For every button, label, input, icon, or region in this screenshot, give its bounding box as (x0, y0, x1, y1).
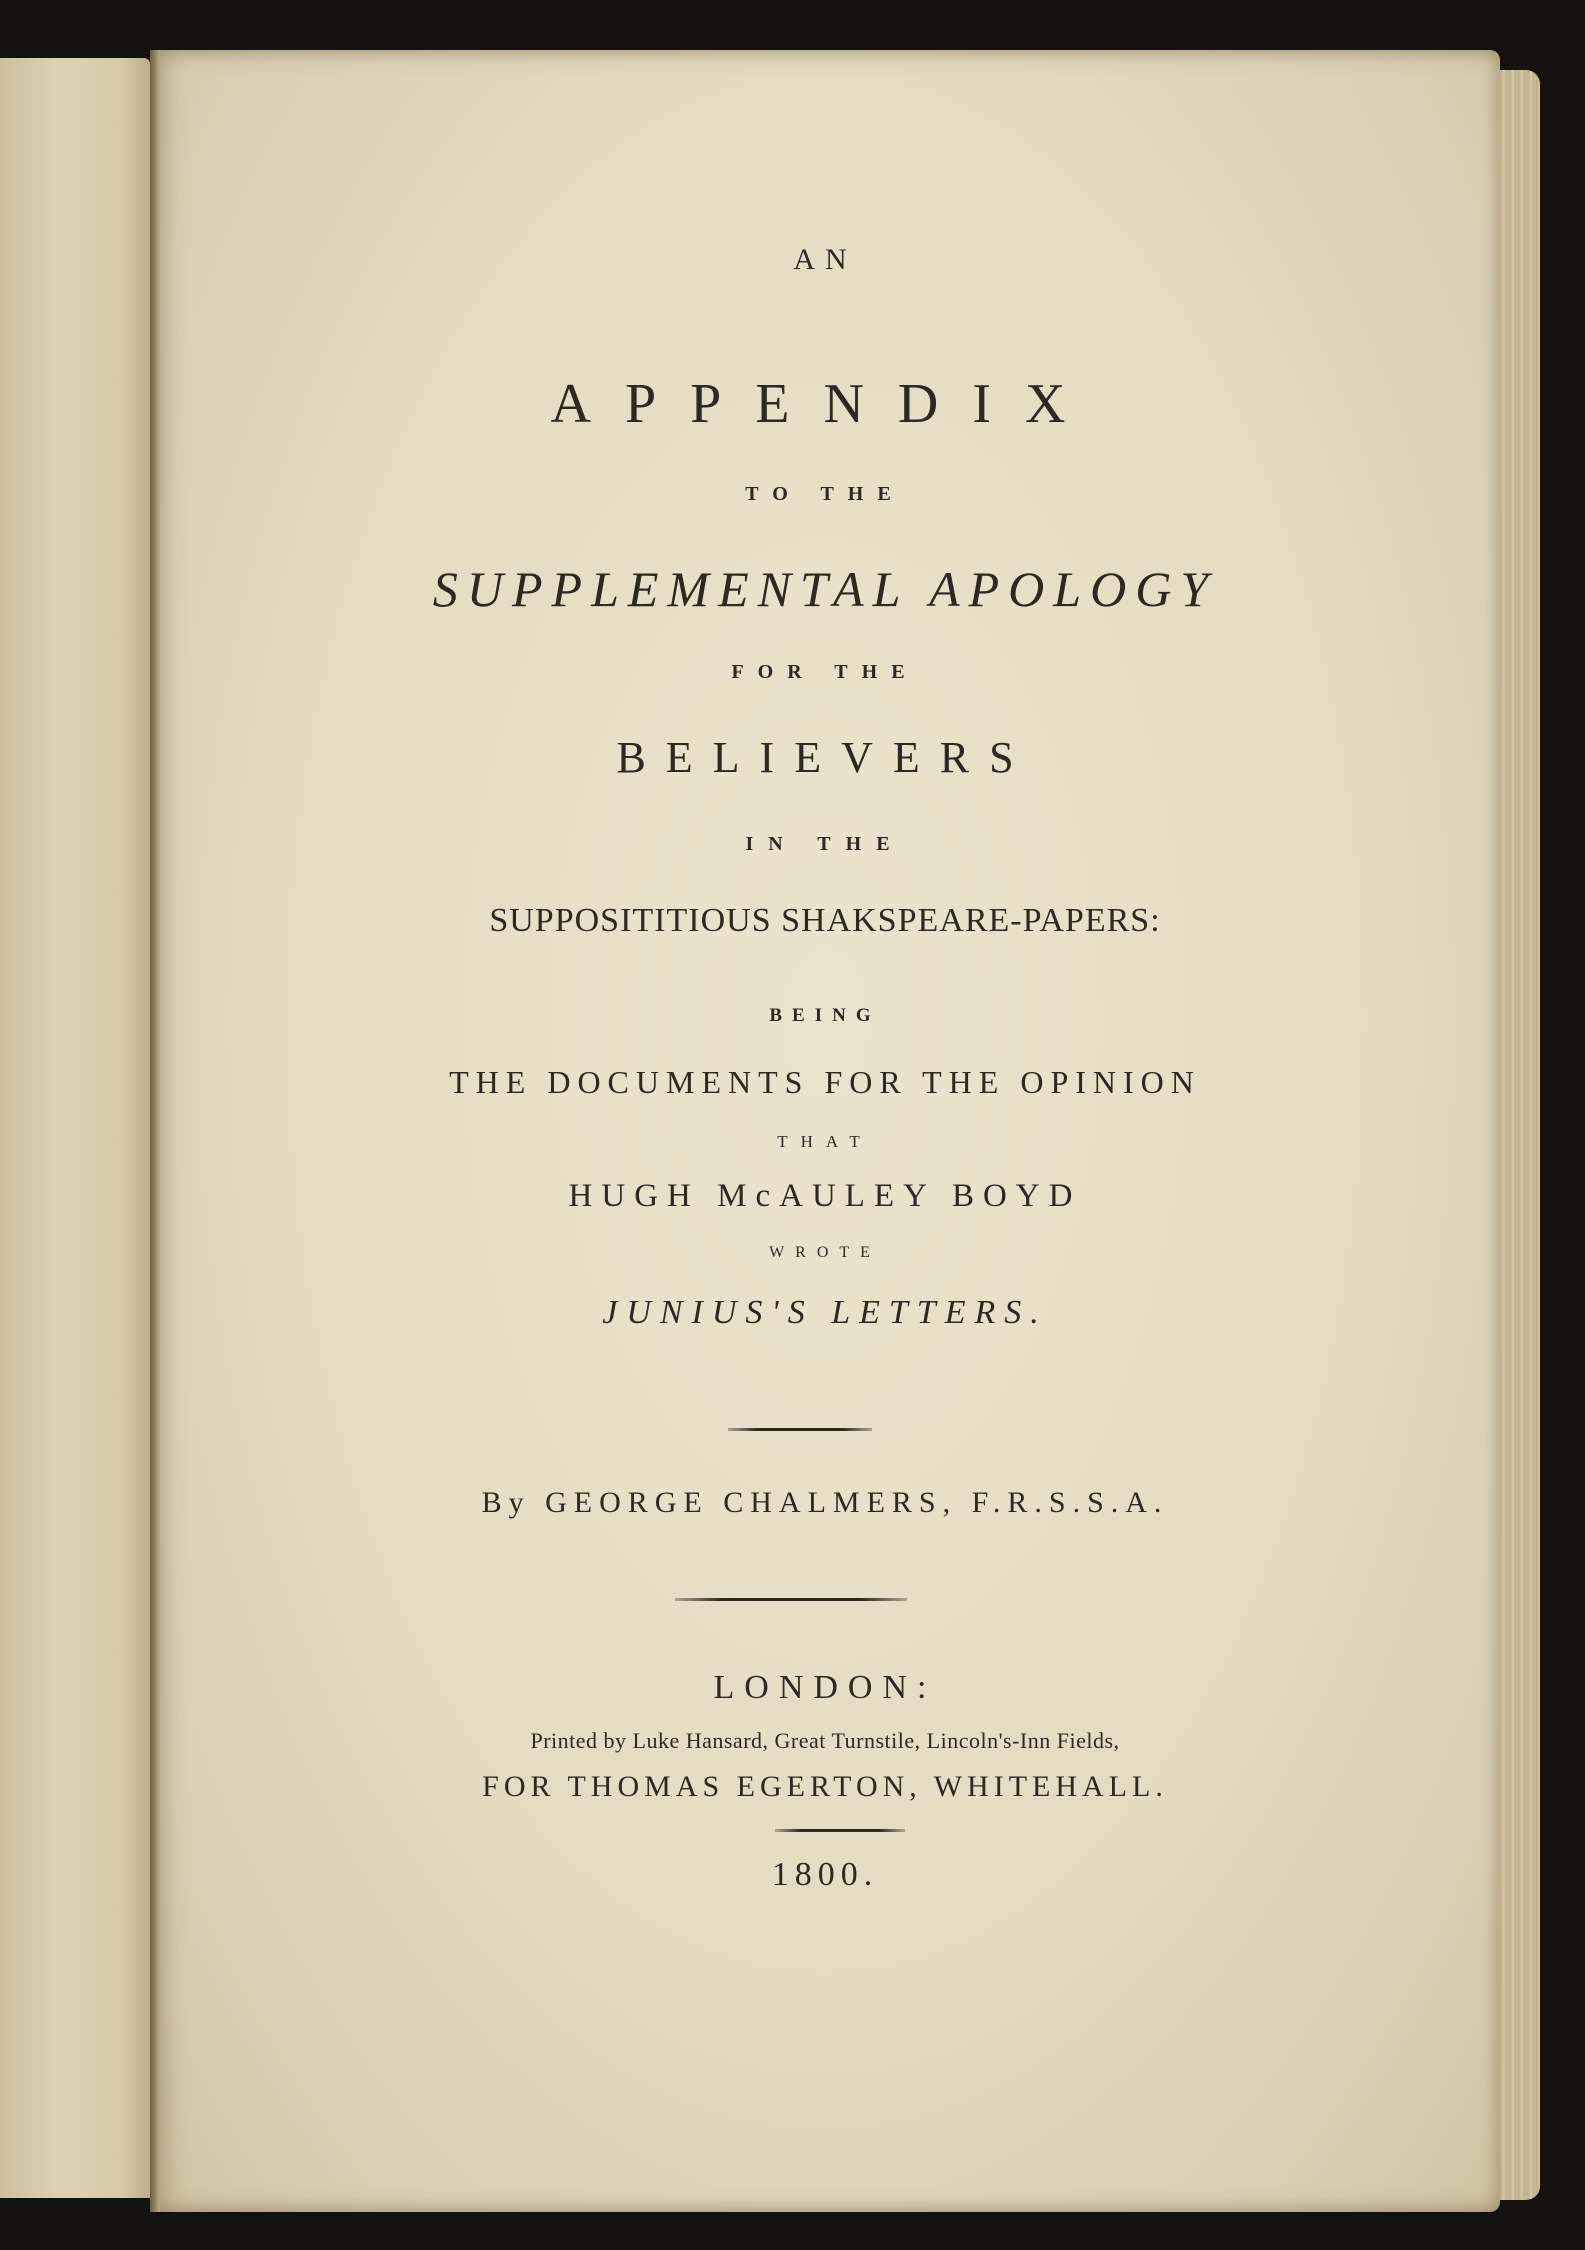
left-page-edge (0, 58, 150, 2198)
author-byline: By GEORGE CHALMERS, F.R.S.S.A. (481, 1486, 1169, 1519)
imprint-publisher: FOR THOMAS EGERTON, WHITEHALL. (482, 1770, 1168, 1803)
imprint-city: LONDON: (713, 1669, 937, 1706)
title-appendix: APPENDIX (550, 373, 1100, 435)
connector-being: BEING (769, 1005, 881, 1026)
imprint-printer: Printed by Luke Hansard, Great Turnstile, Lincoln's-Inn Fields, (530, 1728, 1120, 1753)
connector-in-the: IN THE (745, 833, 905, 855)
imprint-year: 1800. (771, 1856, 879, 1893)
title-word-an: AN (793, 243, 857, 276)
subtitle-hugh-boyd: HUGH McAULEY BOYD (568, 1178, 1082, 1214)
title-page (150, 50, 1500, 2212)
ornamental-rule-bottom (775, 1829, 905, 1832)
connector-for-the: FOR THE (731, 661, 919, 683)
title-suppositious-papers: SUPPOSITITIOUS SHAKSPEARE-PAPERS: (489, 902, 1161, 939)
subtitle-documents: THE DOCUMENTS FOR THE OPINION (449, 1064, 1201, 1100)
title-supplemental-apology: SUPPLEMENTAL APOLOGY (432, 561, 1218, 617)
ornamental-rule-top (728, 1428, 872, 1431)
connector-wrote: WROTE (769, 1244, 881, 1261)
subtitle-junius-letters: JUNIUS'S LETTERS. (602, 1294, 1048, 1331)
connector-that: THAT (777, 1132, 873, 1151)
connector-to-the: TO THE (745, 483, 905, 505)
ornamental-rule-middle (675, 1598, 907, 1601)
title-believers: BELIEVERS (616, 733, 1034, 782)
